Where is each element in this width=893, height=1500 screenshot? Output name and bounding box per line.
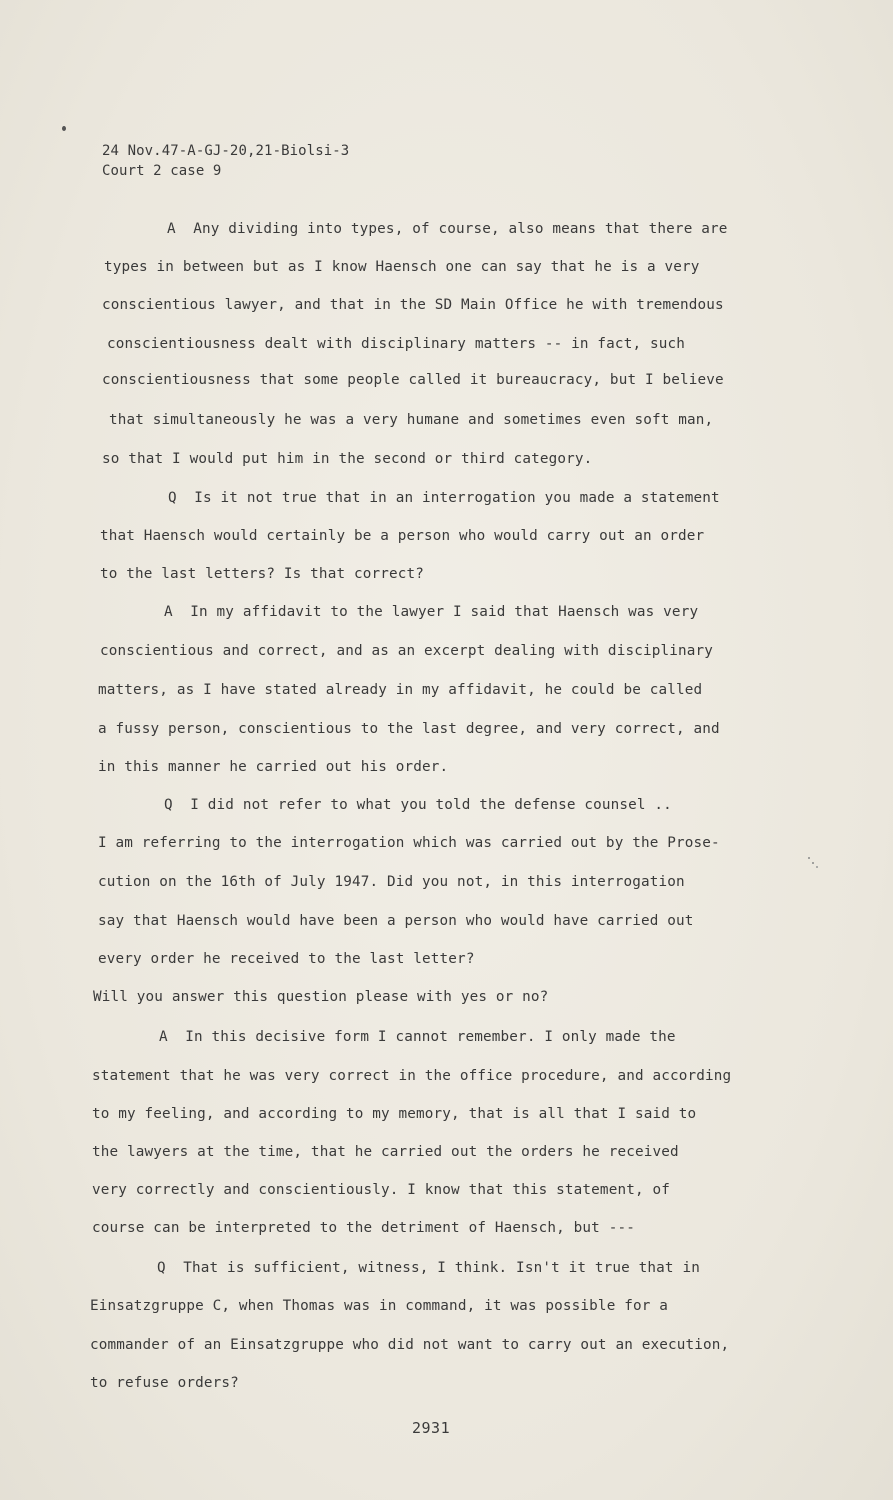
transcript-line: in this manner he carried out his order.	[98, 759, 449, 775]
transcript-line: types in between but as I know Haensch one can say that he is a very	[104, 259, 700, 275]
transcript-line: statement that he was very correct in the office procedure, and according	[92, 1068, 732, 1084]
transcript-line: to the last letters? Is that correct?	[100, 566, 425, 582]
ink-speck	[816, 866, 818, 868]
transcript-line: every order he received to the last letter?	[98, 951, 475, 967]
ink-speck	[812, 862, 814, 864]
transcript-line: the lawyers at the time, that he carried out the orders he received	[92, 1144, 679, 1160]
transcript-line: Will you answer this question please with yes or no?	[93, 989, 549, 1005]
document-header	[102, 141, 349, 181]
transcript-line: a fussy person, conscientious to the last degree, and very correct, and	[98, 721, 720, 737]
transcript-line: that simultaneously he was a very humane and sometimes even soft man,	[109, 412, 714, 428]
transcript-line: A Any dividing into types, of course, also means that there are	[167, 221, 728, 237]
transcript-line: say that Haensch would have been a person who would have carried out	[98, 913, 694, 929]
transcript-line: I am referring to the interrogation which was carried out by the Prose-	[98, 835, 720, 851]
transcript-line: Q That is sufficient, witness, I think. Isn't it true that in	[157, 1260, 700, 1276]
transcript-line: conscientiousness that some people called it bureaucracy, but I believe	[102, 372, 724, 388]
transcript-line: conscientious lawyer, and that in the SD Main Office he with tremendous	[102, 297, 724, 313]
transcript-line: A In my affidavit to the lawyer I said that Haensch was very	[164, 604, 699, 620]
transcript-line: course can be interpreted to the detriment of Haensch, but ---	[92, 1220, 635, 1236]
transcript-line: Q Is it not true that in an interrogation you made a statement	[168, 490, 720, 506]
page-number: 2931	[412, 1419, 451, 1437]
transcript-line: so that I would put him in the second or third category.	[102, 451, 593, 467]
transcript-line: cution on the 16th of July 1947. Did you not, in this interrogation	[98, 874, 685, 890]
transcript-line: commander of an Einsatzgruppe who did not want to carry out an execution,	[90, 1337, 730, 1353]
transcript-line: very correctly and conscientiously. I know that this statement, of	[92, 1182, 670, 1198]
transcript-line: Q I did not refer to what you told the defense counsel ..	[164, 797, 672, 813]
ink-speck	[62, 126, 66, 131]
court-case-line: Court 2 case 9	[102, 163, 222, 179]
ink-speck	[808, 857, 810, 859]
transcript-line: Einsatzgruppe C, when Thomas was in command, it was possible for a	[90, 1298, 668, 1314]
transcript-line: A In this decisive form I cannot remember. I only made the	[159, 1029, 676, 1045]
transcript-line: conscientious and correct, and as an excerpt dealing with disciplinary	[100, 643, 714, 659]
transcript-line: to my feeling, and according to my memory, that is all that I said to	[92, 1106, 697, 1122]
transcript-line: that Haensch would certainly be a person who would carry out an order	[100, 528, 705, 544]
transcript-line: conscientiousness dealt with disciplinary matters -- in fact, such	[107, 336, 685, 352]
transcript-line: to refuse orders?	[90, 1375, 239, 1391]
transcript-line: matters, as I have stated already in my affidavit, he could be called	[98, 682, 703, 698]
reference-line: 24 Nov.47-A-GJ-20,21-Biolsi-3	[102, 143, 350, 159]
